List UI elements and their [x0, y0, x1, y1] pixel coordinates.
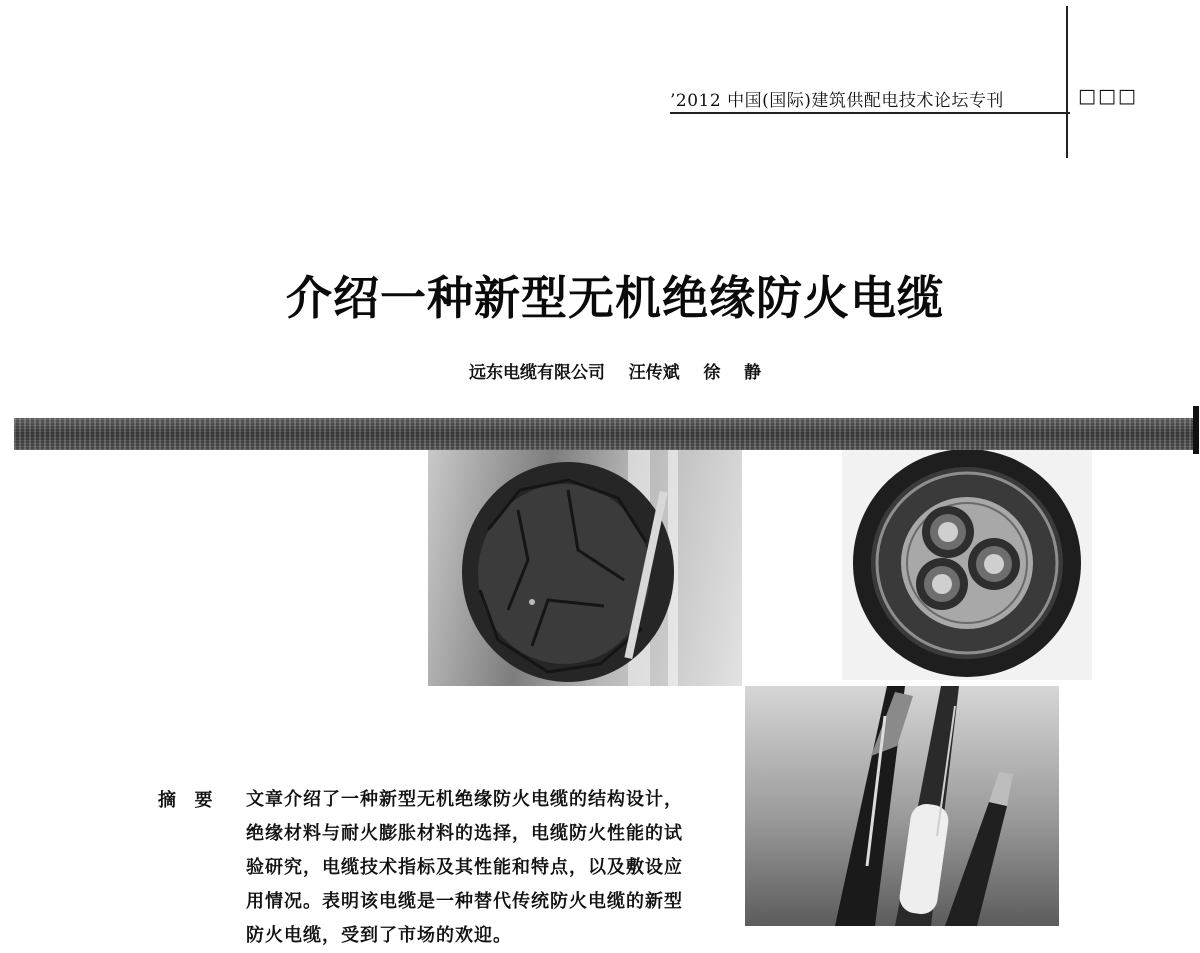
header-page-number-boxes: □□□ — [1078, 85, 1138, 107]
article-title: 介绍一种新型无机绝缘防火电缆 — [286, 271, 944, 325]
abstract-label: 摘 要 — [158, 790, 215, 811]
banner-end-mark — [1193, 406, 1199, 454]
cable-cross-section-photo — [842, 450, 1092, 680]
cable-end-photo — [428, 450, 742, 686]
article-authors: 远东电缆有限公司 汪传斌 徐 静 — [468, 363, 762, 383]
abstract-text: 文章介绍了一种新型无机绝缘防火电缆的结构设计，绝缘材料与耐火膨胀材料的选择，电缆防火性能的试验研究，电缆技术指标及其性能和特点，以及敷设应用情况。表明该电缆是一种替代传统防火电缆的新型防火电缆，受到了市场的欢迎。 — [246, 789, 683, 946]
header-divider-line — [1066, 6, 1068, 158]
header-journal-title: ’2012 中国(国际)建筑供配电技术论坛专刊 — [670, 91, 1004, 111]
header-underline — [670, 112, 1070, 114]
cable-layers-photo — [745, 686, 1059, 926]
decorative-banner — [14, 418, 1197, 450]
